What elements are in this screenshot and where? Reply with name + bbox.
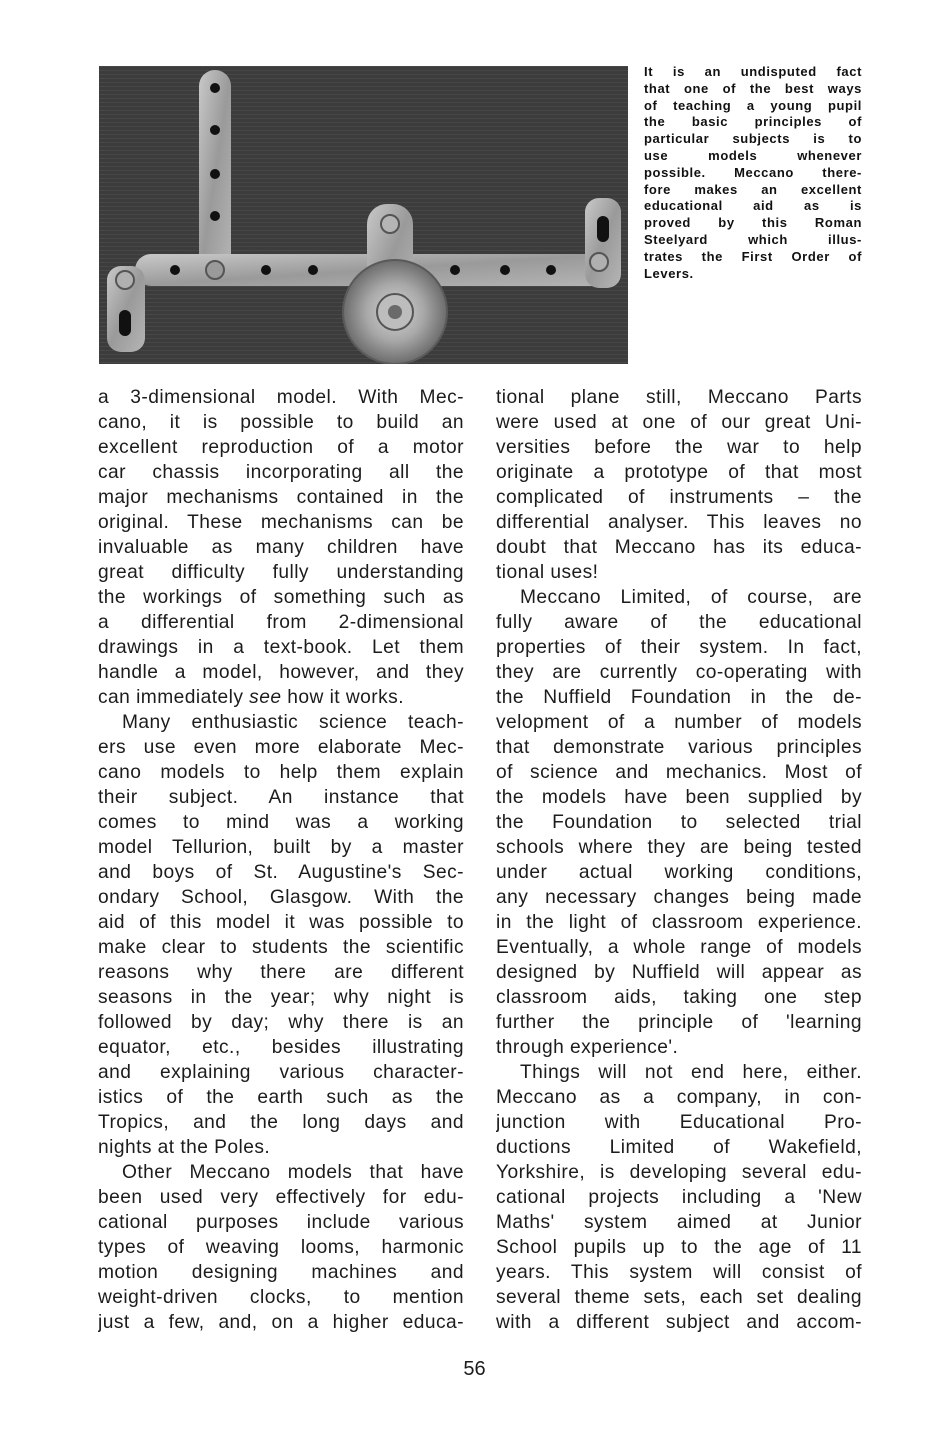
text-line: Eventually, a whole range of models xyxy=(496,937,862,958)
text-line: School pupils up to the age of 11 xyxy=(496,1237,862,1258)
text-line: the models have been supplied by xyxy=(496,787,862,808)
text-line: comes to mind was a working xyxy=(98,812,464,833)
text-line: and explaining various character- xyxy=(98,1062,464,1083)
text-fragment: can immediately xyxy=(98,687,250,708)
text-line xyxy=(98,685,464,710)
caption-line: particular subjects is to xyxy=(644,131,862,147)
right-column xyxy=(496,385,862,1335)
text-line: cational purposes include various xyxy=(98,1212,464,1233)
text-line: doubt that Meccano has its educa- xyxy=(496,537,862,558)
text-line: Tropics, and the long days and xyxy=(98,1112,464,1133)
text-line: ers use even more elaborate Mec- xyxy=(98,737,464,758)
text-line: major mechanisms contained in the xyxy=(98,487,464,508)
text-line: that demonstrate various principles xyxy=(496,737,862,758)
text-line: been used very effectively for edu- xyxy=(98,1187,464,1208)
text-line: several theme sets, each set dealing xyxy=(496,1287,862,1308)
text-line: cational projects including a 'New xyxy=(496,1187,862,1208)
text-line: motion designing machines and xyxy=(98,1262,464,1283)
text-line: a differential from 2-dimensional xyxy=(98,612,464,633)
photo-caption xyxy=(644,64,862,282)
text-line: Things will not end here, either. xyxy=(520,1062,862,1083)
text-fragment: how it works. xyxy=(281,687,404,708)
text-line: originate a prototype of that most xyxy=(496,462,862,483)
caption-line: that one of the best ways xyxy=(644,80,862,96)
text-line: further the principle of 'learning xyxy=(496,1012,862,1033)
text-line: istics of the earth such as the xyxy=(98,1087,464,1108)
text-line: the Nuffield Foundation in the de- xyxy=(496,687,862,708)
caption-line: Levers. xyxy=(644,265,694,281)
text-line: years. This system will consist of xyxy=(496,1262,862,1283)
text-line: schools where they are being tested xyxy=(496,837,862,858)
text-line: were used at one of our great Uni- xyxy=(496,412,862,433)
text-line: cano models to help them explain xyxy=(98,762,464,783)
text-line: Other Meccano models that have xyxy=(122,1162,464,1183)
text-line: through experience'. xyxy=(496,1037,679,1058)
text-line: of science and mechanics. Most of xyxy=(496,762,862,783)
text-line: their subject. An instance that xyxy=(98,787,464,808)
steelyard-illustration xyxy=(99,66,628,364)
text-line: in the light of classroom experience. xyxy=(496,912,862,933)
text-line: they are currently co-operating with xyxy=(496,662,862,683)
text-line: Maths' system aimed at Junior xyxy=(496,1212,862,1233)
left-column xyxy=(98,385,464,1335)
caption-line: use models whenever xyxy=(644,147,862,163)
text-line: invaluable as many children have xyxy=(98,537,464,558)
text-line: designed by Nuffield will appear as xyxy=(496,962,862,983)
text-line: versities before the war to help xyxy=(496,437,862,458)
text-line: seasons in the year; why night is xyxy=(98,987,464,1008)
meccano-steelyard-photo xyxy=(99,66,628,364)
text-line: model Tellurion, built by a master xyxy=(98,837,464,858)
text-line: nights at the Poles. xyxy=(98,1137,271,1158)
text-line: tional plane still, Meccano Parts xyxy=(496,387,862,408)
text-line: cano, it is possible to build an xyxy=(98,412,464,433)
text-line: complicated of instruments – the xyxy=(496,487,862,508)
caption-line: fore makes an excellent xyxy=(644,181,862,197)
text-line: weight-driven clocks, to mention xyxy=(98,1287,464,1308)
text-line: handle a model, however, and they xyxy=(98,662,464,683)
caption-line: of teaching a young pupil xyxy=(644,97,862,113)
text-line: the workings of something such as xyxy=(98,587,464,608)
text-line: equator, etc., besides illustrating xyxy=(98,1037,464,1058)
text-line: reasons why there are different xyxy=(98,962,464,983)
text-line: ductions Limited of Wakefield, xyxy=(496,1137,862,1158)
text-line: tional uses! xyxy=(496,562,599,583)
caption-line: trates the First Order of xyxy=(644,248,862,264)
emphasis-word: see xyxy=(249,687,282,708)
text-line: Meccano as a company, in con- xyxy=(496,1087,862,1108)
text-line: Meccano Limited, of course, are xyxy=(520,587,862,608)
text-line: velopment of a number of models xyxy=(496,712,862,733)
text-line: excellent reproduction of a motor xyxy=(98,437,464,458)
page-number: 56 xyxy=(463,1358,486,1380)
text-line: Many enthusiastic science teach- xyxy=(122,712,464,733)
text-line: fully aware of the educational xyxy=(496,612,862,633)
caption-line: Steelyard which illus- xyxy=(644,231,862,247)
text-line: and boys of St. Augustine's Sec- xyxy=(98,862,464,883)
caption-line: the basic principles of xyxy=(644,114,862,130)
text-line: followed by day; why there is an xyxy=(98,1012,464,1033)
caption-line: It is an undisputed fact xyxy=(644,64,862,79)
text-line: types of weaving looms, harmonic xyxy=(98,1237,464,1258)
caption-line: possible. Meccano there- xyxy=(644,164,862,180)
text-line: the Foundation to selected trial xyxy=(496,812,862,833)
text-line: aid of this model it was possible to xyxy=(98,912,464,933)
text-line: with a different subject and accom- xyxy=(496,1312,862,1333)
text-line: just a few, and, on a higher educa- xyxy=(98,1312,464,1333)
text-line: differential analyser. This leaves no xyxy=(496,512,862,533)
text-line: Yorkshire, is developing several edu- xyxy=(496,1162,862,1183)
text-line: under actual working conditions, xyxy=(496,862,862,883)
text-line: car chassis incorporating all the xyxy=(98,462,464,483)
text-line: classroom aids, taking one step xyxy=(496,987,862,1008)
text-line: great difficulty fully understanding xyxy=(98,562,464,583)
caption-line: proved by this Roman xyxy=(644,215,862,231)
text-line: original. These mechanisms can be xyxy=(98,512,464,533)
text-line: any necessary changes being made xyxy=(496,887,862,908)
text-line: ondary School, Glasgow. With the xyxy=(98,887,464,908)
text-line: junction with Educational Pro- xyxy=(496,1112,862,1133)
text-line: a 3-dimensional model. With Mec- xyxy=(98,387,464,408)
text-line: properties of their system. In fact, xyxy=(496,637,862,658)
text-line: drawings in a text-book. Let them xyxy=(98,637,464,658)
caption-line: educational aid as is xyxy=(644,198,862,214)
text-line: make clear to students the scientific xyxy=(98,937,464,958)
